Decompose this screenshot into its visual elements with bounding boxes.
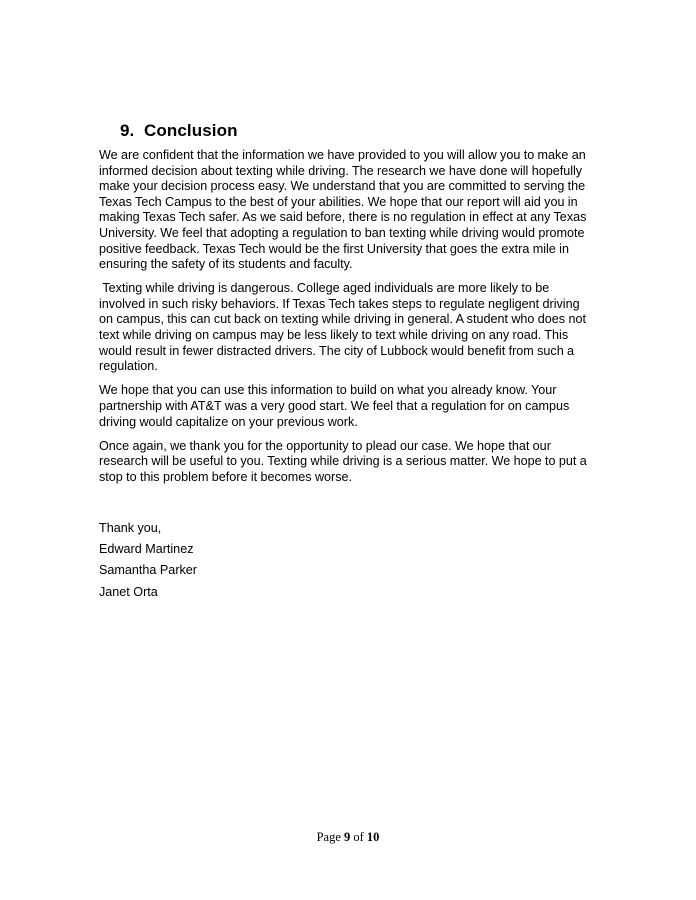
- paragraph-2: Texting while driving is dangerous. College aged individuals are more likely to be involved in such risky behaviors. If Texas Tech takes steps to regulate negligent driving on campus, this can cut back on texting while driving in general. A student who does not text while driving on campus may be less likely to text while driving on any road. This would result in fewer distracted drivers. The city of Lubbock would benefit from such a regulation.: [99, 281, 590, 374]
- page-footer: [0, 830, 696, 845]
- footer-total-pages: 10: [366, 830, 380, 844]
- signature-name-3: Janet Orta: [99, 584, 158, 599]
- footer-current-page: 9: [344, 830, 351, 844]
- paragraph-3: We hope that you can use this information to build on what you already know. Your partnership with AT&T was a very good start. We feel that a regulation for on campus driving would capitalize on your previous work.: [99, 383, 573, 429]
- footer-prefix: Page: [316, 830, 344, 844]
- document-body: [99, 148, 593, 494]
- page-title: 9. Conclusion: [120, 121, 238, 141]
- signature-closing: Thank you,: [99, 521, 162, 535]
- paragraph-4: Once again, we thank you for the opportunity to plead our case. We hope that our research will be useful to you. Texting while driving is a serious matter. We hope to put a stop to this problem before it becomes worse.: [99, 438, 591, 484]
- paragraph-1: We are confident that the information we have provided to you will allow you to make an informed decision about texting while driving. The research we have done will hopefully make your decision process easy. We understand that you are committed to serving the Texas Tech Campus to the best of your abilities. We hope that our report will aid you in making Texas Tech safer. As we said before, there is no regulation in effect at any Texas University. We feel that adopting a regulation to ban texting while driving would promote positive feedback. Texas Tech would be the first University that goes the extra mile in ensuring the safety of its students and faculty.: [99, 148, 590, 272]
- signature-block: [99, 518, 399, 603]
- signature-name-2: Samantha Parker: [99, 563, 198, 578]
- footer-separator: of: [350, 830, 367, 844]
- signature-name-1: Edward Martinez: [99, 542, 194, 557]
